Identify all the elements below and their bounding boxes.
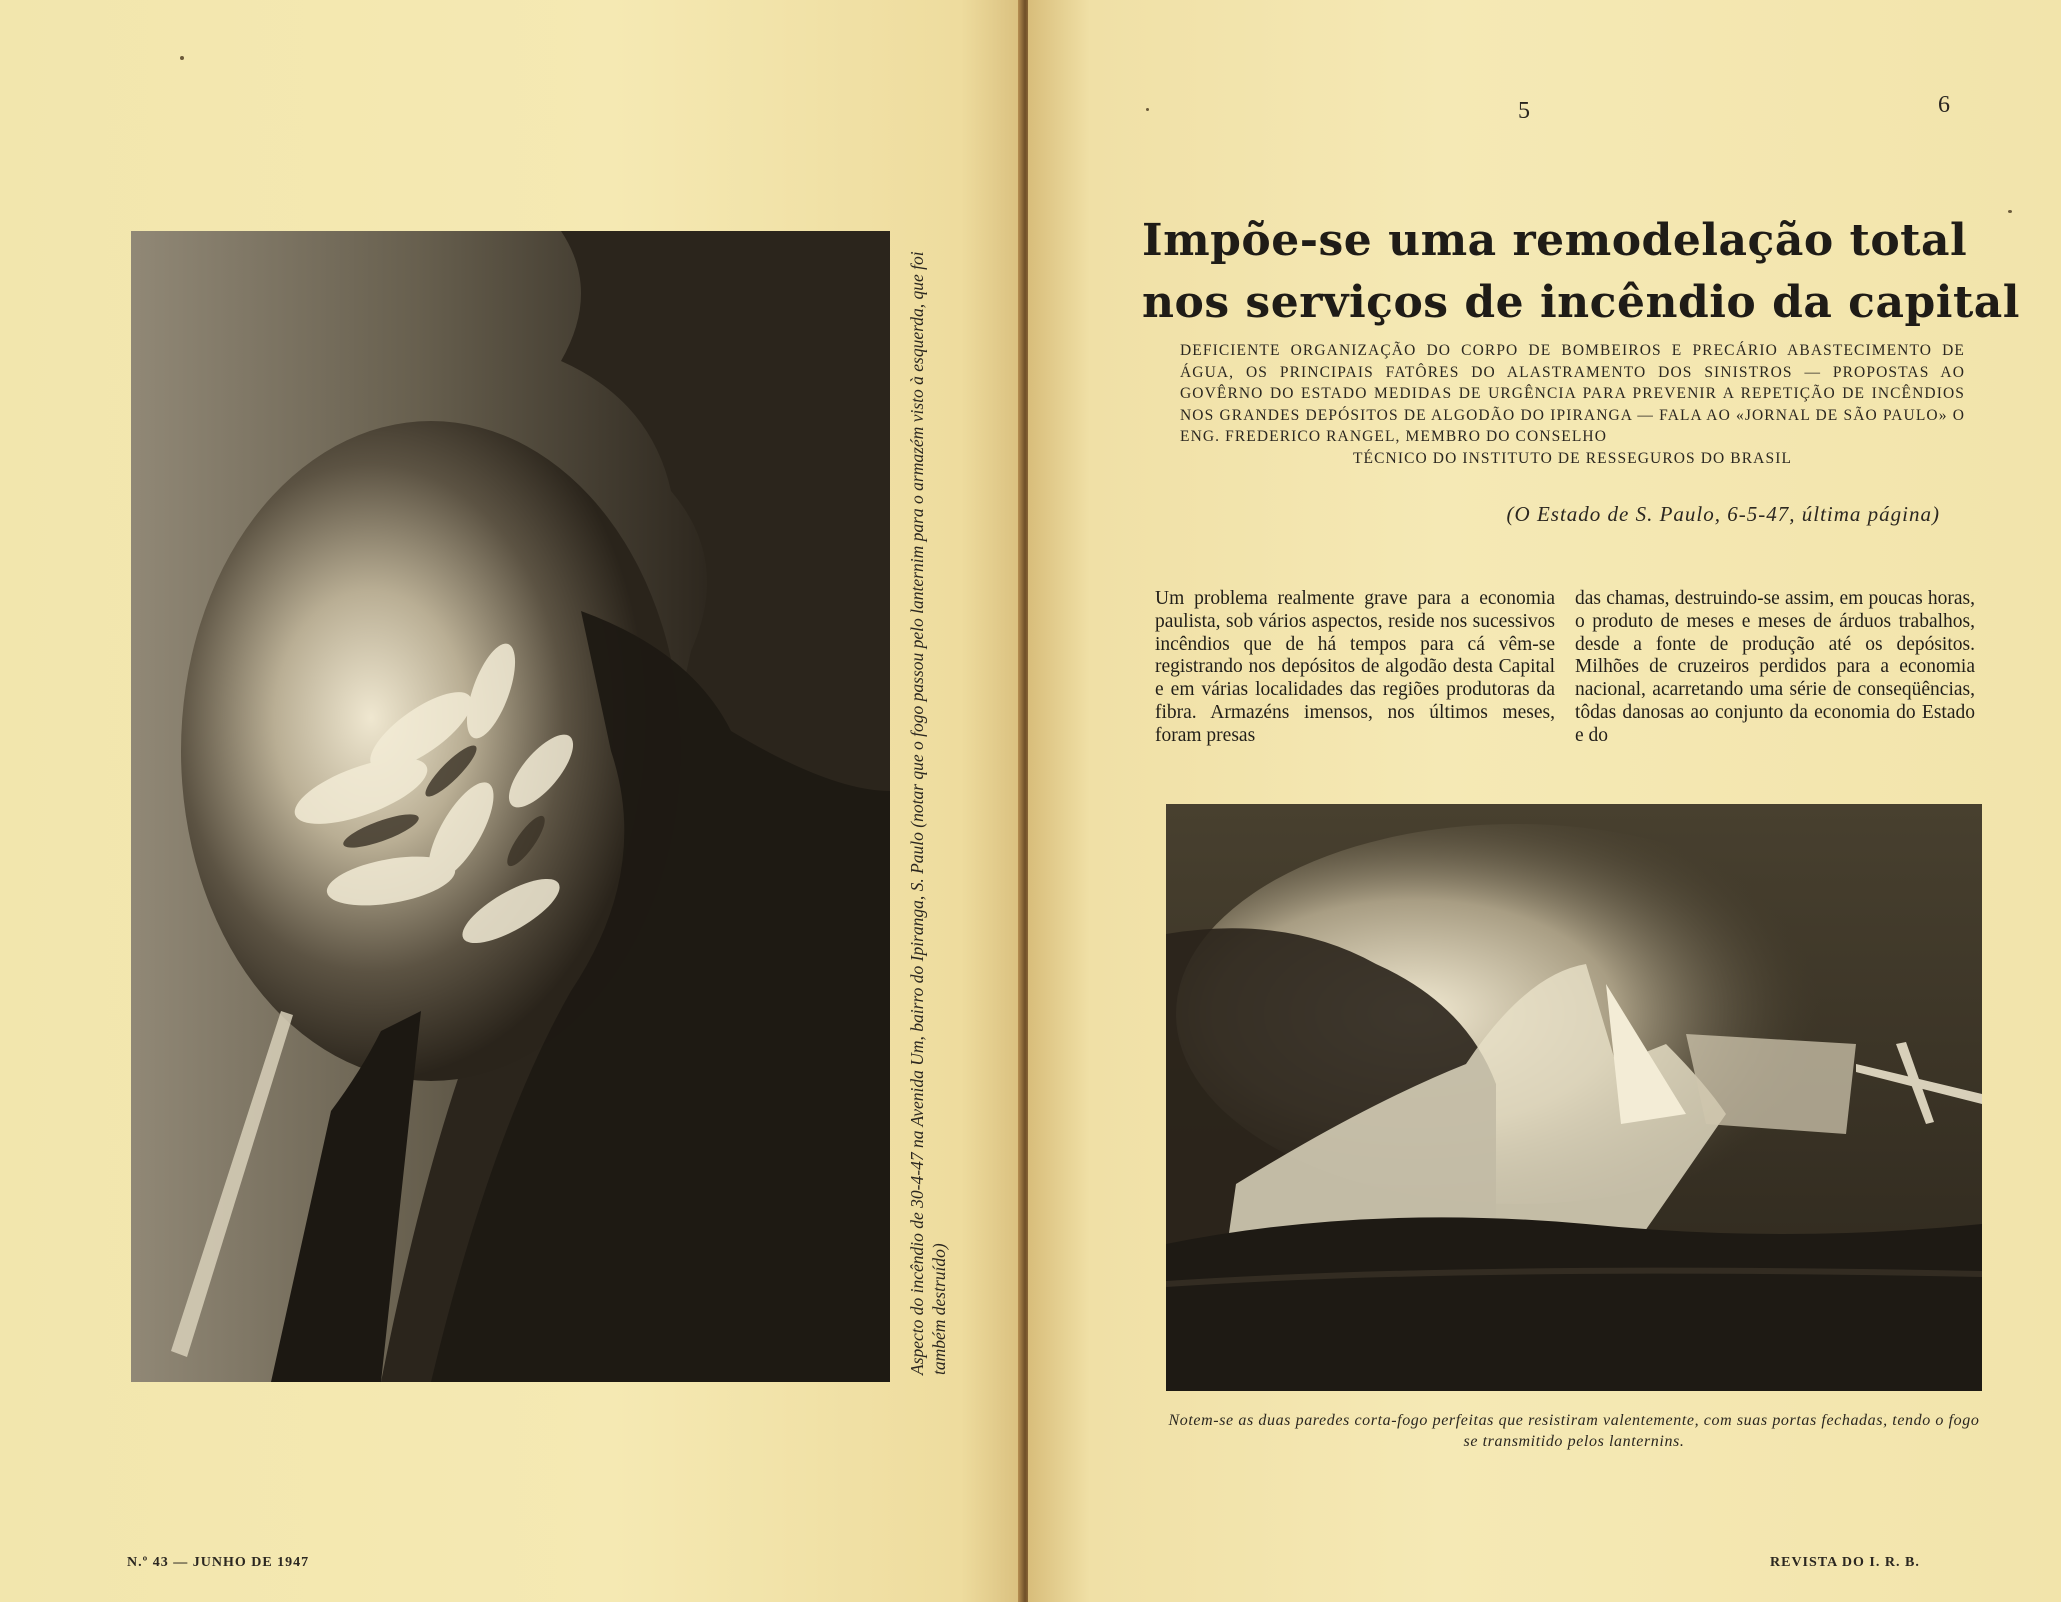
article-subtitle-text: DEFICIENTE ORGANIZAÇÃO DO CORPO DE BOMBEIROS E PRECÁRIO ABASTECIMENTO DE ÁGUA, OS PRINCIPAIS FATÔRES DO ALASTRAMENTO DOS SINISTROS — PROPOSTAS AO GOVÊRNO DO ESTADO MEDIDAS DE URGÊNCIA PARA PREVENIR A REPETIÇÃO DE INCÊNDIOS NOS GRANDES DEPÓSITOS DE ALGODÃO DO IPIRANGA — FALA AO «JORNAL DE SÃO PAULO» O ENG. FREDERICO RANGEL, MEMBRO DO CONSELHO <box>1180 342 1965 445</box>
fire-photo-avenida-um <box>131 231 890 1382</box>
right-photo-caption: Notem-se as duas paredes corta-fogo perfeitas que resistiram valentemente, com suas portas fechadas, tendo o fogo se transmitido pelos lanternins. <box>1168 1412 1980 1450</box>
left-page <box>0 0 1022 1602</box>
article-subtitle <box>1180 340 1965 469</box>
paper-speck <box>2008 210 2012 213</box>
warehouse-photo-illustration <box>1166 804 1982 1391</box>
article-column-1: Um problema realmente grave para a economia paulista, sob vários aspectos, reside nos sucessivos incêndios que de há tempos para cá vêm-se registrando nos depósitos de algodão desta Capital e em várias localidades das regiões produtoras da fibra. Armazéns imensos, nos últimos meses, foram presas <box>1155 588 1555 746</box>
magazine-footer: REVISTA DO I. R. B. <box>1770 1555 1920 1570</box>
fire-photo-illustration <box>131 231 890 1382</box>
left-photo-caption: Aspecto do incêndio de 30-4-47 na Avenida Um, bairro do Ipiranga, S. Paulo (notar que o fogo passou pelo lanternim para o armazém visto à esquerda, que foi também destruído) <box>907 251 949 1375</box>
page-number-6: 6 <box>1938 92 1950 118</box>
fire-photo-warehouse <box>1166 804 1982 1391</box>
article-title-line-1: Impõe-se uma remodelação total <box>1142 215 1968 266</box>
article-source: (O Estado de S. Paulo, 6-5-47, última página) <box>1506 502 1940 526</box>
page-number-5: 5 <box>1518 98 1530 124</box>
paper-speck <box>1146 108 1149 111</box>
article-subtitle-last-line: TÉCNICO DO INSTITUTO DE RESSEGUROS DO BRASIL <box>1352 449 1793 467</box>
article-title-line-2: nos serviços de incêndio da capital <box>1142 277 2021 328</box>
issue-footer: N.º 43 — JUNHO DE 1947 <box>127 1555 310 1570</box>
article-column-2: das chamas, destruindo-se assim, em poucas horas, o produto de meses e meses de árduos trabalhos, desde a fonte de produção até os depósitos. Milhões de cruzeiros perdidos para a economia nacional, acarretando uma série de conseqüências, tôdas danosas ao conjunto da economia do Estado e do <box>1575 588 1975 746</box>
article-title <box>1142 210 2021 334</box>
paper-speck <box>180 56 184 60</box>
